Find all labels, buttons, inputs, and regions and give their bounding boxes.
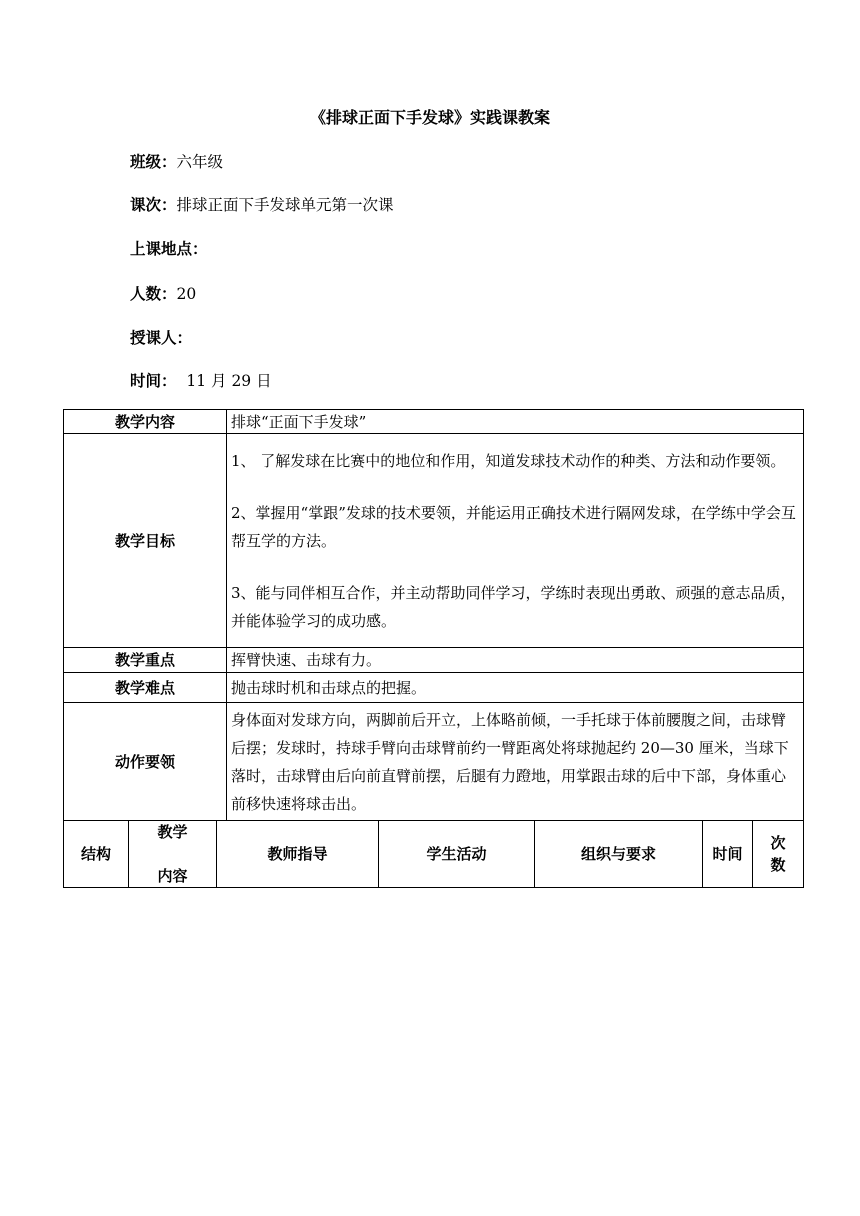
info-value: 排球正面下手发球单元第一次课 [176, 196, 394, 214]
header-content: 教学 内容 [129, 821, 217, 888]
header-structure: 结构 [64, 821, 129, 888]
row-label: 动作要领 [64, 703, 227, 821]
header-organization: 组织与要求 [535, 821, 703, 888]
header-count: 次 数 [753, 821, 804, 888]
info-key: 课次： [130, 196, 177, 214]
table-row [64, 673, 804, 703]
table-row [64, 648, 804, 673]
table-row [64, 434, 804, 648]
row-label: 教学难点 [64, 673, 227, 703]
info-key: 上课地点： [130, 240, 208, 258]
page-title: 《排球正面下手发球》实践课教案 [309, 108, 550, 127]
info-teacher [130, 326, 192, 348]
row-label: 教学目标 [64, 434, 227, 648]
info-time [130, 369, 272, 391]
row-content: 排球“正面下手发球” [227, 410, 804, 434]
objective-item: 2、掌握用“掌跟”发球的技术要领，并能运用正确技术进行隔网发球，在学练中学会互帮互学的方法。 [231, 503, 796, 550]
row-content: 抛击球时机和击球点的把握。 [227, 673, 804, 703]
info-key: 授课人： [130, 329, 193, 347]
structure-table [63, 820, 804, 888]
objective-item: 3、能与同伴相互合作，并主动帮助同伴学习，学练时表现出勇敢、顽强的意志品质，并能体验学习的成功感。 [231, 583, 796, 630]
info-location [130, 237, 208, 259]
info-value: 20 [176, 285, 197, 303]
row-label: 教学重点 [64, 648, 227, 673]
header-time: 时间 [703, 821, 753, 888]
table-row [64, 703, 804, 821]
header-student-activity: 学生活动 [379, 821, 535, 888]
info-key: 班级： [130, 153, 177, 171]
objective-item: 1、 了解发球在比赛中的地位和作用，知道发球技术动作的种类、方法和动作要领。 [231, 451, 786, 470]
info-value: 六年级 [176, 153, 224, 171]
info-value: 11 月 29 日 [176, 372, 272, 390]
info-key: 时间： [130, 372, 177, 390]
info-count [130, 282, 196, 304]
info-class [130, 150, 223, 172]
info-lesson [130, 193, 394, 215]
row-content: 挥臂快速、击球有力。 [227, 648, 804, 673]
row-label: 教学内容 [64, 410, 227, 434]
info-key: 人数： [130, 285, 177, 303]
row-content: 身体面对发球方向，两脚前后开立，上体略前倾，一手托球于体前腰腹之间，击球臂后摆；发球时，持球手臂向击球臂前约一臂距离处将球抛起约 20—30 厘米，当球下落时，击球臂由后向前直臂前摆，后腿有力蹬地，用掌跟击球的后中下部，身体重心前移快速将球击出。 [227, 703, 804, 821]
lesson-table [63, 409, 804, 821]
row-content [227, 434, 804, 648]
header-teacher-guidance: 教师指导 [217, 821, 379, 888]
table-header-row [64, 821, 804, 888]
table-row [64, 410, 804, 434]
